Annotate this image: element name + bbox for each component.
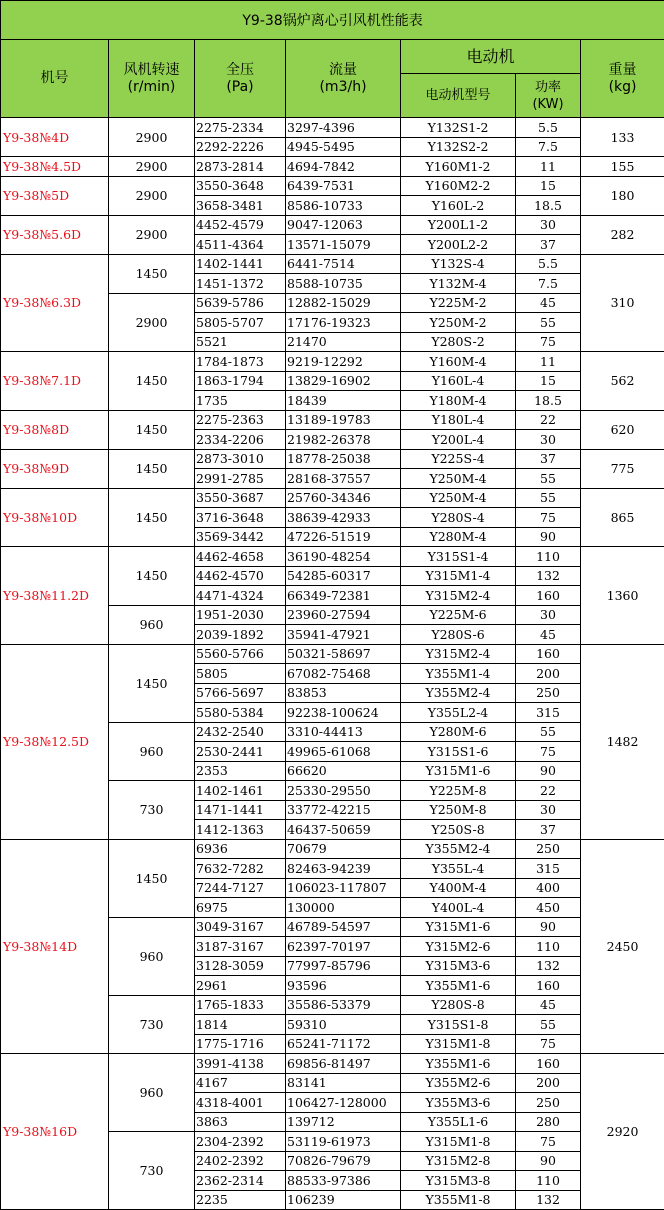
fan-weight: 282: [581, 215, 664, 254]
total-pressure: 1951-2030: [195, 605, 286, 625]
flow-rate: 67082-75468: [286, 664, 401, 684]
motor-model: Y160M1-2: [401, 157, 516, 177]
motor-model: Y200L1-2: [401, 215, 516, 235]
total-pressure: 4462-4570: [195, 566, 286, 586]
fan-speed: 1450: [109, 254, 195, 293]
fan-weight: 865: [581, 488, 664, 547]
total-pressure: 4511-4364: [195, 235, 286, 255]
total-pressure: 3658-3481: [195, 196, 286, 216]
total-pressure: 4471-4324: [195, 586, 286, 606]
flow-rate: 12882-15029: [286, 293, 401, 313]
flow-rate: 62397-70197: [286, 937, 401, 957]
motor-power: 55: [516, 313, 581, 333]
motor-model: Y250M-4: [401, 469, 516, 489]
motor-model: Y315S1-8: [401, 1015, 516, 1035]
table-row: [1, 449, 664, 469]
flow-rate: 59310: [286, 1015, 401, 1035]
total-pressure: 1412-1363: [195, 820, 286, 840]
flow-rate: 35941-47921: [286, 625, 401, 645]
flow-rate: 13189-19783: [286, 410, 401, 430]
motor-power: 22: [516, 781, 581, 801]
fan-model: Y9-38№16D: [1, 1054, 109, 1210]
motor-model: Y355M1-6: [401, 976, 516, 996]
motor-model: Y250M-8: [401, 800, 516, 820]
motor-power: 45: [516, 995, 581, 1015]
motor-power: 30: [516, 605, 581, 625]
fan-model: Y9-38№9D: [1, 449, 109, 488]
total-pressure: 3550-3687: [195, 488, 286, 508]
total-pressure: 5766-5697: [195, 683, 286, 703]
fan-model: Y9-38№4.5D: [1, 157, 109, 177]
motor-model: Y315M1-6: [401, 761, 516, 781]
fan-speed: 730: [109, 995, 195, 1054]
fan-weight: 562: [581, 352, 664, 411]
fan-weight: 2450: [581, 839, 664, 1054]
motor-power: 75: [516, 508, 581, 528]
flow-rate: 106239: [286, 1190, 401, 1210]
total-pressure: 2432-2540: [195, 722, 286, 742]
table-row: [1, 547, 664, 567]
total-pressure: 2530-2441: [195, 742, 286, 762]
flow-rate: 4945-5495: [286, 137, 401, 157]
motor-power: 11: [516, 157, 581, 177]
total-pressure: 7632-7282: [195, 859, 286, 879]
total-pressure: 3716-3648: [195, 508, 286, 528]
fan-model: Y9-38№14D: [1, 839, 109, 1054]
motor-model: Y315M2-4: [401, 644, 516, 664]
header-model: 机号: [1, 40, 109, 118]
motor-power: 55: [516, 1015, 581, 1035]
fan-speed: 960: [109, 722, 195, 781]
motor-model: Y280M-6: [401, 722, 516, 742]
total-pressure: 1775-1716: [195, 1034, 286, 1054]
flow-rate: 92238-100624: [286, 703, 401, 723]
flow-rate: 23960-27594: [286, 605, 401, 625]
table-row: [1, 839, 664, 859]
flow-rate: 21982-26378: [286, 430, 401, 450]
motor-power: 5.5: [516, 118, 581, 138]
motor-model: Y355L-4: [401, 859, 516, 879]
fan-speed: 1450: [109, 488, 195, 547]
fan-weight: 2920: [581, 1054, 664, 1210]
table-row: [1, 176, 664, 196]
motor-power: 18.5: [516, 196, 581, 216]
motor-model: Y315M2-6: [401, 937, 516, 957]
motor-model: Y315M1-8: [401, 1034, 516, 1054]
flow-rate: 46437-50659: [286, 820, 401, 840]
motor-power: 110: [516, 937, 581, 957]
fan-weight: 310: [581, 254, 664, 352]
total-pressure: 2991-2785: [195, 469, 286, 489]
flow-rate: 3310-44413: [286, 722, 401, 742]
total-pressure: 1765-1833: [195, 995, 286, 1015]
header-speed: 风机转速 (r/min): [109, 40, 195, 118]
flow-rate: 54285-60317: [286, 566, 401, 586]
header-motor-group: 电动机: [401, 40, 581, 74]
total-pressure: 2961: [195, 976, 286, 996]
motor-model: Y315M1-6: [401, 917, 516, 937]
table-row: [1, 254, 664, 274]
total-pressure: 4462-4658: [195, 547, 286, 567]
flow-rate: 8588-10735: [286, 274, 401, 294]
table-row: [1, 488, 664, 508]
table-row: [1, 644, 664, 664]
flow-rate: 33772-42215: [286, 800, 401, 820]
motor-power: 5.5: [516, 254, 581, 274]
total-pressure: 4167: [195, 1073, 286, 1093]
motor-model: Y280S-6: [401, 625, 516, 645]
motor-model: Y315M1-4: [401, 566, 516, 586]
motor-power: 200: [516, 664, 581, 684]
total-pressure: 2402-2392: [195, 1151, 286, 1171]
motor-power: 90: [516, 1151, 581, 1171]
motor-power: 450: [516, 898, 581, 918]
motor-power: 15: [516, 176, 581, 196]
flow-rate: 6441-7514: [286, 254, 401, 274]
motor-power: 132: [516, 1190, 581, 1210]
motor-power: 7.5: [516, 137, 581, 157]
fan-speed: 2900: [109, 215, 195, 254]
flow-rate: 17176-19323: [286, 313, 401, 333]
motor-power: 37: [516, 235, 581, 255]
motor-model: Y160L-4: [401, 371, 516, 391]
flow-rate: 25760-34346: [286, 488, 401, 508]
motor-power: 400: [516, 878, 581, 898]
total-pressure: 5805-5707: [195, 313, 286, 333]
motor-power: 55: [516, 488, 581, 508]
header-flow: 流量 (m3/h): [286, 40, 401, 118]
flow-rate: 13829-16902: [286, 371, 401, 391]
total-pressure: 5580-5384: [195, 703, 286, 723]
motor-model: Y355M2-4: [401, 839, 516, 859]
motor-model: Y250M-2: [401, 313, 516, 333]
motor-model: Y355M3-6: [401, 1093, 516, 1113]
motor-model: Y160L-2: [401, 196, 516, 216]
total-pressure: 1451-1372: [195, 274, 286, 294]
flow-rate: 21470: [286, 332, 401, 352]
flow-rate: 9047-12063: [286, 215, 401, 235]
motor-model: Y315M3-6: [401, 956, 516, 976]
total-pressure: 3991-4138: [195, 1054, 286, 1074]
header-pressure: 全压 (Pa): [195, 40, 286, 118]
motor-model: Y280S-2: [401, 332, 516, 352]
fan-model: Y9-38№8D: [1, 410, 109, 449]
motor-power: 200: [516, 1073, 581, 1093]
motor-model: Y355M1-6: [401, 1054, 516, 1074]
flow-rate: 66620: [286, 761, 401, 781]
fan-speed: 730: [109, 781, 195, 840]
motor-model: Y132S2-2: [401, 137, 516, 157]
flow-rate: 53119-61973: [286, 1132, 401, 1152]
motor-power: 132: [516, 956, 581, 976]
total-pressure: 3128-3059: [195, 956, 286, 976]
fan-speed: 1450: [109, 547, 195, 606]
motor-power: 45: [516, 625, 581, 645]
table-row: [1, 352, 664, 372]
flow-rate: 88533-97386: [286, 1171, 401, 1191]
motor-model: Y355L2-4: [401, 703, 516, 723]
motor-power: 37: [516, 449, 581, 469]
total-pressure: 5521: [195, 332, 286, 352]
total-pressure: 1402-1441: [195, 254, 286, 274]
header-weight: 重量 (kg): [581, 40, 664, 118]
fan-speed: 730: [109, 1132, 195, 1210]
motor-power: 75: [516, 1034, 581, 1054]
motor-power: 250: [516, 839, 581, 859]
total-pressure: 3049-3167: [195, 917, 286, 937]
motor-model: Y200L-4: [401, 430, 516, 450]
table-title: Y9-38锅炉离心引风机性能表: [1, 1, 664, 40]
flow-rate: 69856-81497: [286, 1054, 401, 1074]
total-pressure: 2334-2206: [195, 430, 286, 450]
fan-speed: 960: [109, 1054, 195, 1132]
motor-model: Y250S-8: [401, 820, 516, 840]
motor-power: 75: [516, 1132, 581, 1152]
total-pressure: 6975: [195, 898, 286, 918]
total-pressure: 2304-2392: [195, 1132, 286, 1152]
flow-rate: 50321-58697: [286, 644, 401, 664]
flow-rate: 93596: [286, 976, 401, 996]
flow-rate: 18778-25038: [286, 449, 401, 469]
header-power: 功率 (KW): [516, 74, 581, 118]
fan-model: Y9-38№11.2D: [1, 547, 109, 645]
motor-power: 7.5: [516, 274, 581, 294]
fan-model: Y9-38№10D: [1, 488, 109, 547]
motor-model: Y280S-4: [401, 508, 516, 528]
fan-speed: 1450: [109, 449, 195, 488]
motor-model: Y160M-4: [401, 352, 516, 372]
motor-model: Y315S1-4: [401, 547, 516, 567]
flow-rate: 106023-117807: [286, 878, 401, 898]
total-pressure: 3569-3442: [195, 527, 286, 547]
total-pressure: 1814: [195, 1015, 286, 1035]
motor-power: 37: [516, 820, 581, 840]
motor-model: Y225M-6: [401, 605, 516, 625]
motor-power: 110: [516, 547, 581, 567]
motor-power: 160: [516, 1054, 581, 1074]
flow-rate: 9219-12292: [286, 352, 401, 372]
motor-model: Y315M1-8: [401, 1132, 516, 1152]
flow-rate: 38639-42933: [286, 508, 401, 528]
total-pressure: 2235: [195, 1190, 286, 1210]
fan-model: Y9-38№4D: [1, 118, 109, 157]
flow-rate: 35586-53379: [286, 995, 401, 1015]
total-pressure: 4452-4579: [195, 215, 286, 235]
motor-power: 132: [516, 566, 581, 586]
motor-power: 45: [516, 293, 581, 313]
flow-rate: 36190-48254: [286, 547, 401, 567]
flow-rate: 65241-71172: [286, 1034, 401, 1054]
motor-power: 110: [516, 1171, 581, 1191]
motor-power: 55: [516, 469, 581, 489]
motor-model: Y315S1-6: [401, 742, 516, 762]
total-pressure: 2275-2363: [195, 410, 286, 430]
flow-rate: 83141: [286, 1073, 401, 1093]
table-row: [1, 410, 664, 430]
motor-model: Y250M-4: [401, 488, 516, 508]
motor-power: 90: [516, 761, 581, 781]
motor-model: Y315M2-8: [401, 1151, 516, 1171]
table-row: [1, 1054, 664, 1074]
fan-model: Y9-38№12.5D: [1, 644, 109, 839]
motor-model: Y400M-4: [401, 878, 516, 898]
total-pressure: 2873-2814: [195, 157, 286, 177]
table-row: [1, 157, 664, 177]
motor-model: Y180M-4: [401, 391, 516, 411]
flow-rate: 8586-10733: [286, 196, 401, 216]
fan-speed: 1450: [109, 644, 195, 722]
total-pressure: 5639-5786: [195, 293, 286, 313]
motor-power: 18.5: [516, 391, 581, 411]
motor-model: Y180L-4: [401, 410, 516, 430]
motor-model: Y355M1-8: [401, 1190, 516, 1210]
total-pressure: 2353: [195, 761, 286, 781]
motor-power: 30: [516, 430, 581, 450]
total-pressure: 3863: [195, 1112, 286, 1132]
table-body: [1, 118, 664, 1210]
total-pressure: 2039-1892: [195, 625, 286, 645]
total-pressure: 6936: [195, 839, 286, 859]
flow-rate: 28168-37557: [286, 469, 401, 489]
flow-rate: 70679: [286, 839, 401, 859]
motor-model: Y160M2-2: [401, 176, 516, 196]
table-row: [1, 215, 664, 235]
fan-weight: 155: [581, 157, 664, 177]
flow-rate: 82463-94239: [286, 859, 401, 879]
total-pressure: 2873-3010: [195, 449, 286, 469]
fan-weight: 180: [581, 176, 664, 215]
fan-weight: 775: [581, 449, 664, 488]
fan-speed: 960: [109, 917, 195, 995]
motor-power: 75: [516, 742, 581, 762]
motor-power: 90: [516, 527, 581, 547]
fan-speed: 2900: [109, 157, 195, 177]
motor-power: 15: [516, 371, 581, 391]
motor-power: 55: [516, 722, 581, 742]
fan-weight: 1360: [581, 547, 664, 645]
total-pressure: 2362-2314: [195, 1171, 286, 1191]
motor-power: 280: [516, 1112, 581, 1132]
motor-power: 75: [516, 332, 581, 352]
total-pressure: 3550-3648: [195, 176, 286, 196]
motor-model: Y225M-2: [401, 293, 516, 313]
motor-model: Y400L-4: [401, 898, 516, 918]
total-pressure: 1863-1794: [195, 371, 286, 391]
motor-power: 160: [516, 644, 581, 664]
motor-model: Y225M-8: [401, 781, 516, 801]
fan-speed: 1450: [109, 352, 195, 411]
fan-model: Y9-38№5.6D: [1, 215, 109, 254]
total-pressure: 1735: [195, 391, 286, 411]
header-motor-model: 电动机型号: [401, 74, 516, 118]
flow-rate: 18439: [286, 391, 401, 411]
total-pressure: 5805: [195, 664, 286, 684]
total-pressure: 5560-5766: [195, 644, 286, 664]
motor-power: 160: [516, 976, 581, 996]
total-pressure: 1402-1461: [195, 781, 286, 801]
flow-rate: 6439-7531: [286, 176, 401, 196]
flow-rate: 83853: [286, 683, 401, 703]
motor-model: Y200L2-2: [401, 235, 516, 255]
motor-power: 315: [516, 859, 581, 879]
motor-model: Y315M3-8: [401, 1171, 516, 1191]
flow-rate: 49965-61068: [286, 742, 401, 762]
flow-rate: 139712: [286, 1112, 401, 1132]
fan-speed: 1450: [109, 410, 195, 449]
flow-rate: 3297-4396: [286, 118, 401, 138]
fan-speed: 2900: [109, 118, 195, 157]
motor-model: Y132S1-2: [401, 118, 516, 138]
fan-weight: 133: [581, 118, 664, 157]
motor-model: Y315M2-4: [401, 586, 516, 606]
table-row: [1, 118, 664, 138]
total-pressure: 4318-4001: [195, 1093, 286, 1113]
total-pressure: 3187-3167: [195, 937, 286, 957]
motor-power: 30: [516, 215, 581, 235]
motor-model: Y132M-4: [401, 274, 516, 294]
motor-model: Y280M-4: [401, 527, 516, 547]
motor-model: Y280S-8: [401, 995, 516, 1015]
fan-model: Y9-38№6.3D: [1, 254, 109, 352]
fan-weight: 620: [581, 410, 664, 449]
motor-model: Y355L1-6: [401, 1112, 516, 1132]
flow-rate: 106427-128000: [286, 1093, 401, 1113]
fan-model: Y9-38№7.1D: [1, 352, 109, 411]
total-pressure: 2292-2226: [195, 137, 286, 157]
flow-rate: 70826-79679: [286, 1151, 401, 1171]
motor-model: Y355M2-6: [401, 1073, 516, 1093]
motor-model: Y355M1-4: [401, 664, 516, 684]
fan-speed: 2900: [109, 176, 195, 215]
total-pressure: 2275-2334: [195, 118, 286, 138]
motor-power: 22: [516, 410, 581, 430]
total-pressure: 1784-1873: [195, 352, 286, 372]
motor-power: 250: [516, 683, 581, 703]
motor-model: Y132S-4: [401, 254, 516, 274]
total-pressure: 1471-1441: [195, 800, 286, 820]
flow-rate: 4694-7842: [286, 157, 401, 177]
motor-power: 11: [516, 352, 581, 372]
motor-power: 90: [516, 917, 581, 937]
total-pressure: 7244-7127: [195, 878, 286, 898]
motor-model: Y225S-4: [401, 449, 516, 469]
flow-rate: 66349-72381: [286, 586, 401, 606]
flow-rate: 25330-29550: [286, 781, 401, 801]
fan-model: Y9-38№5D: [1, 176, 109, 215]
flow-rate: 77997-85796: [286, 956, 401, 976]
motor-power: 160: [516, 586, 581, 606]
flow-rate: 46789-54597: [286, 917, 401, 937]
motor-power: 30: [516, 800, 581, 820]
fan-weight: 1482: [581, 644, 664, 839]
fan-speed: 1450: [109, 839, 195, 917]
fan-speed: 2900: [109, 293, 195, 352]
flow-rate: 47226-51519: [286, 527, 401, 547]
motor-power: 250: [516, 1093, 581, 1113]
fan-speed: 960: [109, 605, 195, 644]
flow-rate: 130000: [286, 898, 401, 918]
flow-rate: 13571-15079: [286, 235, 401, 255]
motor-power: 315: [516, 703, 581, 723]
motor-model: Y355M2-4: [401, 683, 516, 703]
